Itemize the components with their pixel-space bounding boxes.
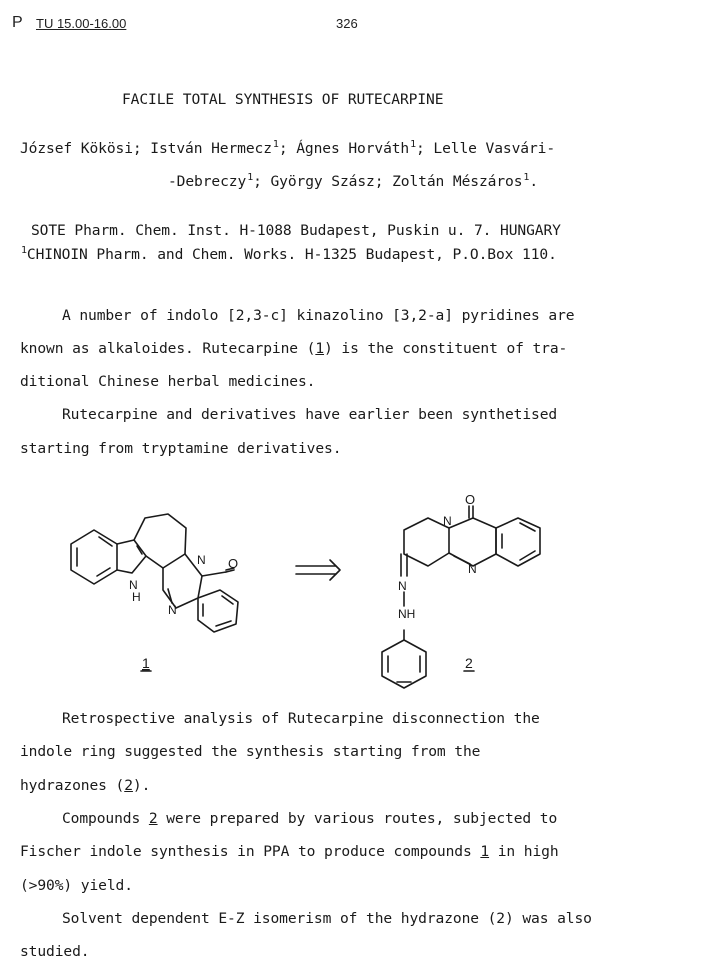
atom-O-2: O xyxy=(465,492,476,507)
compound-label-1: 1 xyxy=(142,655,150,671)
atom-N-4: N xyxy=(468,562,477,576)
compound-ref-2: 2 xyxy=(124,777,133,794)
rutecarpine-structure xyxy=(71,514,238,632)
marker-letter: P xyxy=(12,14,23,31)
body-p3-line3: hydrazones (2). xyxy=(20,777,151,794)
body-p5-line2: studied. xyxy=(20,943,90,960)
pyrimidinone-ring xyxy=(449,518,496,566)
author-1: József Kökösi; xyxy=(20,140,142,157)
affiliation-2: $^1$CHINOIN Pharm. and Chem. Works. H-1325 Budapest, P.O.Box 110. xyxy=(21,245,557,263)
body-p3-line2: indole ring suggested the synthesis starting from the xyxy=(20,743,481,760)
author-2: István Hermecz$^1$; xyxy=(150,139,288,157)
atom-N-indole: N xyxy=(129,578,138,592)
author-5: György Szász; xyxy=(270,173,384,190)
body-p4-line2: Fischer indole synthesis in PPA to produce compounds 1 in high xyxy=(20,843,559,860)
authors-line-1 xyxy=(20,140,555,157)
compound-label-2: 2 xyxy=(465,655,473,671)
body-p5-line1: Solvent dependent E-Z isomerism of the hydrazone (2) was also xyxy=(62,910,592,927)
atom-H-indole: H xyxy=(132,590,141,604)
author-4: Lelle Vasvári- xyxy=(433,140,556,157)
atom-N-2: N xyxy=(168,603,177,617)
intro-p2-line1: Rutecarpine and derivatives have earlier been synthetised xyxy=(62,406,558,423)
intro-p1-line2: known as alkaloides. Rutecarpine (1) is the constituent of tra- xyxy=(20,340,568,357)
indole-benzene-ring xyxy=(71,530,117,584)
atom-NH: NH xyxy=(398,607,416,621)
session-time: TU 15.00-16.00 xyxy=(36,16,127,31)
affiliation-1: SOTE Pharm. Chem. Inst. H-1088 Budapest, Puskin u. 7. HUNGARY xyxy=(31,222,561,239)
pyrrole-ring xyxy=(117,540,146,573)
atom-N-3: N xyxy=(443,514,452,528)
authors-line-2 xyxy=(168,173,538,190)
atom-N-5: N xyxy=(398,579,407,593)
intro-p1-line3: ditional Chinese herbal medicines. xyxy=(20,373,316,390)
paper-title: FACILE TOTAL SYNTHESIS OF RUTECARPINE xyxy=(122,91,444,108)
atom-N-1: N xyxy=(197,553,206,567)
author-3: Ágnes Horváth$^1$; xyxy=(296,139,425,157)
page-number: 326 xyxy=(336,16,358,31)
body-p3-line1: Retrospective analysis of Rutecarpine disconnection the xyxy=(62,710,540,727)
body-p4-line3: (>90%) yield. xyxy=(20,877,133,894)
compound-ref-1: 1 xyxy=(315,340,325,357)
author-4-cont: -Debreczy$^1$; xyxy=(168,172,262,190)
compound-ref-2b: 2 xyxy=(148,810,158,827)
compound-ref-1b: 1 xyxy=(480,843,490,860)
author-6: Zoltán Mészáros$^1$. xyxy=(392,172,538,190)
hydrazone-structure xyxy=(382,506,540,688)
body-p4-line1: Compounds 2 were prepared by various routes, subjected to xyxy=(62,810,558,827)
intro-p2-line2: starting from tryptamine derivatives. xyxy=(20,440,342,457)
intro-p1-line1: A number of indolo [2,3-c] kinazolino [3,2-a] pyridines are xyxy=(62,307,575,324)
atom-O-1: O xyxy=(228,556,239,571)
retrosynthesis-arrow xyxy=(296,560,340,580)
reaction-scheme xyxy=(0,490,704,700)
